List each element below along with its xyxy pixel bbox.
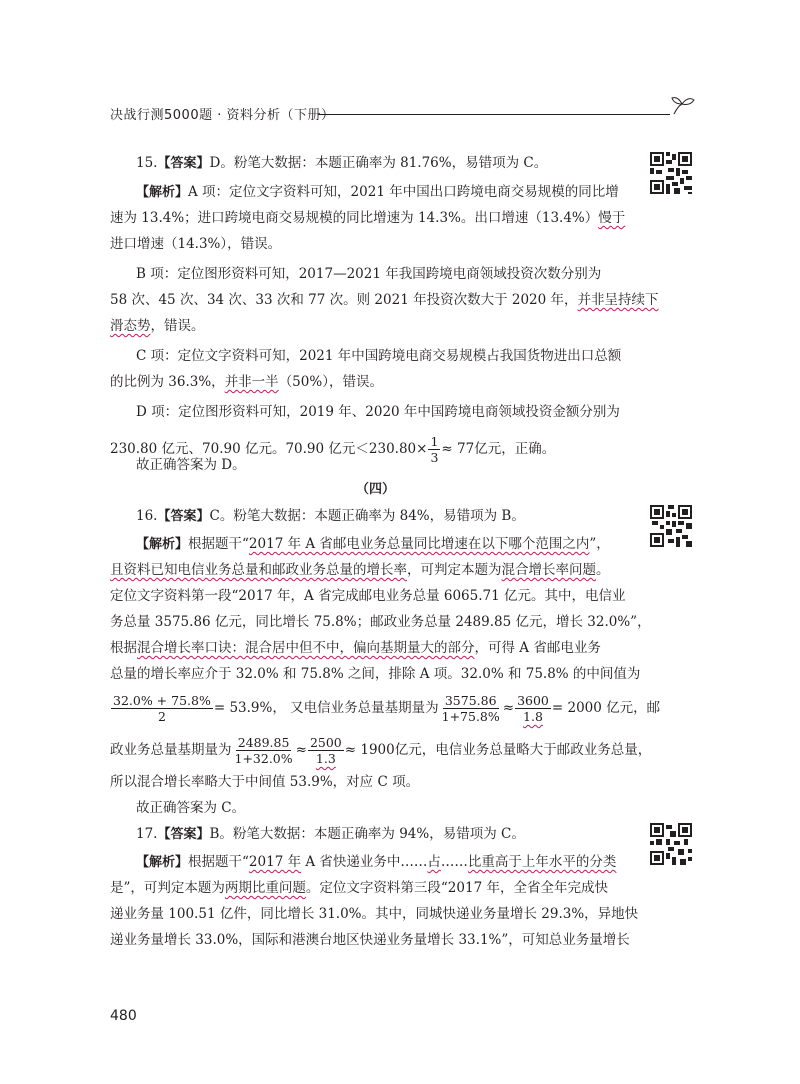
- fraction: [111, 693, 213, 724]
- numerator: 3575.86: [444, 693, 497, 708]
- highlight: 混合增长率问题: [501, 562, 596, 578]
- text: ，可判定本题为: [407, 562, 502, 578]
- denominator: 3: [430, 450, 439, 465]
- denominator: 1+32.0%: [234, 751, 293, 766]
- text: ……: [440, 854, 468, 870]
- text: 58 次、45 次、34 次、33 次和 77 次。则 2021 年投资次数大于 2020 年，: [110, 292, 578, 308]
- highlight: 2017 年: [248, 854, 302, 870]
- highlight: 且资料已知电信业务总量和邮政业务总量的增长率: [110, 562, 407, 578]
- q17-line-3: 递业务量 100.51 亿件，同比增长 31.0%。其中，同城快递业务量增长 29.3%，异地快: [110, 906, 639, 922]
- q16-conclusion: 故正确答案为 C。: [136, 800, 246, 816]
- text: 根据题干“: [188, 536, 249, 552]
- fraction: [515, 693, 551, 724]
- q15-d-line-1: D 项：定位图形资料可知，2019 年、2020 年中国跨境电商领域投资金额分别为: [136, 404, 620, 420]
- text: （50%），错误。: [278, 374, 383, 390]
- text: A 项：定位文字资料可知，2021 年中国出口跨境电商交易规模的同比增: [188, 184, 619, 200]
- highlight: 并非呈持续下: [577, 292, 659, 308]
- q16-line-4: 务总量 3575.86 亿元，同比增长 75.8%；邮政业务总量 2489.85 亿元，增长 32.0%”，: [110, 614, 651, 630]
- fraction: [233, 735, 295, 766]
- answer-tag: 【答案】: [157, 509, 210, 524]
- question-number: 16.: [136, 508, 158, 524]
- text: ≈ 1900亿元，电信业务总量略大于邮政业务总量，: [344, 742, 652, 758]
- analysis-tag: 【解析】: [136, 185, 189, 200]
- q17-line-1: [136, 851, 616, 874]
- analysis-tag: 【解析】: [136, 855, 189, 870]
- text: ，错误。: [150, 318, 205, 334]
- text: 速为 13.4%；进口跨境电商交易规模的同比增速为 14.3%。出口增速（13.4%）: [110, 210, 599, 226]
- q17-answer: [136, 823, 525, 846]
- highlight: 2017 年 A 省邮电业务总量同比增速在以下哪个范围之内: [248, 536, 590, 552]
- denominator: 1+75.8%: [441, 709, 500, 724]
- text: 根据题干“: [188, 854, 249, 870]
- q15-conclusion: 故正确答案为 D。: [136, 457, 246, 473]
- page-number: 480: [110, 1008, 137, 1024]
- q15-c-line-2: [110, 371, 383, 393]
- q16-answer: [136, 505, 525, 528]
- highlight: 混合增长率口诀：混合居中但不中，偏向基期量大的部分: [137, 640, 475, 656]
- highlight: 并非一半: [224, 374, 279, 390]
- q17-line-4: 递业务量增长 33.0%，国际和港澳台地区快递业务量增长 33.1%”，可知总业务量增长: [110, 932, 630, 948]
- highlight: 两期比重问题: [224, 880, 306, 896]
- text: ≈ 77亿元，正确。: [441, 441, 556, 457]
- text: 。: [596, 562, 610, 578]
- question-number: 15.: [136, 155, 158, 171]
- numerator: 1: [430, 434, 439, 449]
- text: = 53.9%， 又电信业务总量基期量为: [213, 700, 439, 716]
- q15-b-line-1: B 项：定位图形资料可知，2017—2021 年我国跨境电商领域投资次数分别为: [136, 266, 602, 282]
- numerator: 2500: [309, 735, 342, 750]
- q15-analysis-line-3: 进口增速（14.3%），错误。: [110, 236, 282, 252]
- text: 政业务总量基期量为: [110, 742, 232, 758]
- text: 230.80 亿元、70.90 亿元。70.90 亿元＜230.80×: [110, 441, 428, 457]
- section-title: （四）: [356, 482, 396, 497]
- text: 是”，可判定本题为: [110, 880, 225, 896]
- text: ，可得 A 省邮电业务: [474, 640, 601, 656]
- text: = 2000 亿元，邮: [551, 700, 661, 716]
- fraction: [308, 735, 344, 766]
- sprout-icon: [670, 94, 696, 116]
- question-number: 17.: [136, 826, 158, 842]
- highlight: 占: [427, 854, 441, 870]
- denominator: 1.3: [315, 751, 336, 766]
- highlight: 比重高于上年水平的分类: [467, 854, 617, 870]
- text: ≈: [295, 742, 307, 758]
- q16-line-9: 所以混合增长率略大于中间值 53.9%，对应 C 项。: [110, 774, 420, 790]
- q16-line-7: [110, 693, 660, 724]
- highlight: 滑态势: [110, 318, 151, 334]
- highlight: 慢于: [598, 210, 626, 226]
- denominator: 1.8: [523, 709, 543, 724]
- text: ≈: [502, 700, 515, 716]
- qr-code-icon[interactable]: [650, 505, 692, 547]
- text: 。定位文字资料第三段“2017 年，全省全年完成快: [305, 880, 608, 896]
- q16-line-3: 定位文字资料第一段“2017 年，A 省完成邮电业务总量 6065.71 亿元。其中，电信业: [110, 588, 626, 604]
- analysis-tag: 【解析】: [136, 537, 189, 552]
- text: 根据: [110, 640, 137, 656]
- q17-line-2: [110, 877, 608, 899]
- answer-tag: 【答案】: [157, 827, 210, 842]
- qr-code-icon[interactable]: [650, 823, 692, 865]
- q15-answer: [136, 152, 547, 175]
- q16-line-5: [110, 637, 601, 659]
- q16-line-1: [136, 533, 610, 556]
- header-rule: [318, 114, 670, 115]
- header-title: 决战行测5000题 · 资料分析（下册）: [110, 108, 335, 123]
- q15-analysis-line-2: [110, 207, 625, 229]
- denominator: 2: [157, 709, 166, 724]
- q15-b-line-3: [110, 315, 205, 337]
- qr-code-icon[interactable]: [650, 152, 692, 194]
- text: ”，: [589, 536, 610, 552]
- q15-b-line-2: [110, 289, 659, 311]
- fraction: [428, 434, 440, 465]
- answer-text: B。粉笔大数据：本题正确率为 94%，易错项为 C。: [209, 826, 525, 842]
- q16-line-6: 总量的增长率应介于 32.0% 和 75.8% 之间，排除 A 项。32.0% 和 75.8% 的中间值为: [110, 666, 641, 682]
- fraction: [440, 693, 502, 724]
- q16-line-2: [110, 559, 610, 581]
- numerator: 2489.85: [237, 735, 290, 750]
- text: A 省快递业务中……: [301, 854, 428, 870]
- text: 的比例为 36.3%，: [110, 374, 225, 390]
- answer-text: C。粉笔大数据：本题正确率为 84%，易错项为 B。: [209, 508, 525, 524]
- q16-line-8: [110, 735, 651, 766]
- q15-c-line-1: C 项：定位文字资料可知，2021 年中国跨境电商交易规模占我国货物进出口总额: [136, 348, 622, 364]
- q15-analysis-line-1: [136, 181, 619, 204]
- answer-tag: 【答案】: [157, 156, 210, 171]
- numerator: 3600: [517, 693, 549, 708]
- answer-text: D。粉笔大数据：本题正确率为 81.76%，易错项为 C。: [209, 155, 548, 171]
- numerator: 32.0% + 75.8%: [113, 693, 211, 708]
